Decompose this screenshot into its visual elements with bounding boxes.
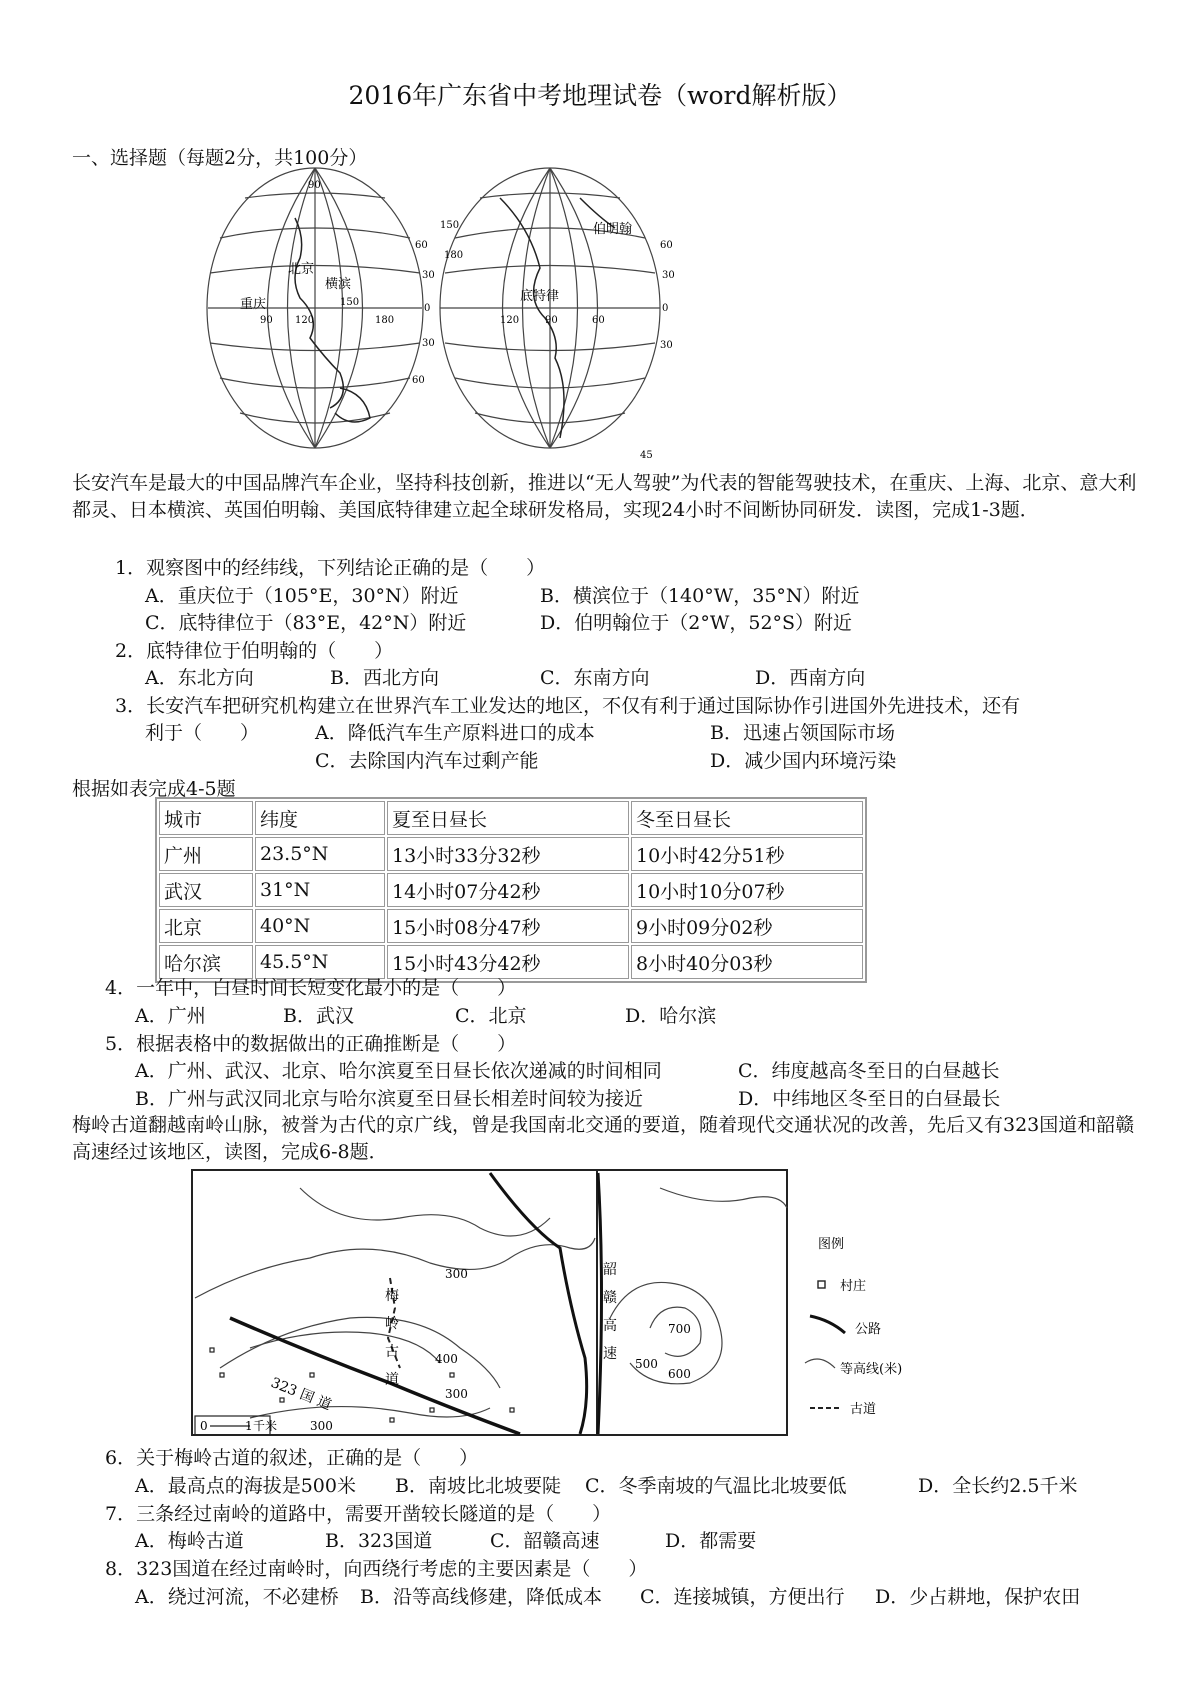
q1-option-a: A．重庆位于（105°E，30°N）附近	[145, 585, 459, 607]
q4-option-c: C．北京	[455, 1005, 527, 1027]
label-gaosu-3: 高	[603, 1318, 617, 1334]
table-cell: 10小时42分51秒	[631, 837, 863, 871]
legend-contour: 等高线(米)	[840, 1362, 903, 1377]
table-header-row	[159, 801, 863, 835]
table-row	[159, 909, 863, 943]
q6-option-c: C．冬季南坡的气温比北坡要低	[585, 1475, 847, 1497]
contour-label: 600	[668, 1367, 691, 1381]
left-lon-150: 150	[340, 297, 360, 308]
globe-figure	[200, 158, 675, 468]
day-length-table	[155, 797, 867, 983]
scale-zero: 0	[200, 1419, 208, 1433]
left-lat-0: 0	[424, 303, 431, 314]
table-cell: 8小时40分03秒	[631, 945, 863, 979]
q7-option-b: B．323国道	[325, 1530, 433, 1552]
q2-option-a: A．东北方向	[145, 667, 254, 689]
intro-passage-1: 长安汽车是最大的中国品牌汽车企业，坚持科技创新，推进以“无人驾驶”为代表的智能驾驶技术，在重庆、上海、北京、意大利都灵、日本横滨、英国伯明翰、美国底特律建立起全球研发格局，实现24小时不间断协同研发．读图，完成1-3题．	[72, 472, 1137, 521]
left-lon-180: 180	[375, 315, 395, 326]
contour-label: 300	[310, 1419, 333, 1433]
q3-stem: 3．长安汽车把研究机构建立在世界汽车工业发达的地区，不仅有利于通过国际协作引进国外先进技术，还有	[115, 695, 1021, 717]
q4-option-d: D．哈尔滨	[625, 1005, 717, 1027]
q2-option-c: C．东南方向	[540, 667, 650, 689]
village-markers	[210, 1348, 514, 1422]
q6-option-d: D．全长约2.5千米	[918, 1475, 1078, 1497]
label-detroit: 底特律	[520, 289, 560, 304]
q5-option-b: B．广州与武汉同北京与哈尔滨夏至日昼长相差时间较为接近	[135, 1088, 643, 1110]
table-intro: 根据如表完成4-5题	[72, 778, 236, 800]
table-cell: 武汉	[159, 873, 253, 907]
q7-stem: 7．三条经过南岭的道路中，需要开凿较长隧道的是（ ）	[105, 1503, 612, 1525]
meiling-map	[190, 1168, 930, 1438]
q5-option-c: C．纬度越高冬至日的白昼越长	[738, 1060, 1000, 1082]
contour-label: 300	[445, 1387, 468, 1401]
left-lon-120: 120	[295, 315, 315, 326]
table-header: 冬至日昼长	[631, 801, 863, 835]
table-header: 纬度	[255, 801, 385, 835]
contour-label: 300	[445, 1267, 468, 1281]
table-cell: 10小时10分07秒	[631, 873, 863, 907]
label-meiling-3: 古	[385, 1344, 399, 1360]
q1-stem: 1．观察图中的经纬线，下列结论正确的是（ ）	[115, 557, 546, 579]
table-cell: 13小时33分32秒	[387, 837, 629, 871]
right-lon-150: 150	[440, 220, 460, 231]
table-row	[159, 873, 863, 907]
table-cell: 23.5°N	[255, 837, 385, 871]
table-cell: 哈尔滨	[159, 945, 253, 979]
expressway	[598, 1173, 602, 1434]
right-lat-0: 0	[662, 303, 669, 314]
q1-option-b: B．横滨位于（140°W，35°N）附近	[540, 585, 860, 607]
q8-option-d: D．少占耕地，保护农田	[875, 1586, 1081, 1608]
contour-label: 500	[635, 1357, 658, 1371]
right-lat-30: 30	[662, 270, 675, 281]
q6-option-b: B．南坡比北坡要陡	[395, 1475, 561, 1497]
legend-village: 村庄	[840, 1279, 867, 1294]
table-header: 夏至日昼长	[387, 801, 629, 835]
q2-stem: 2．底特律位于伯明翰的（ ）	[115, 640, 394, 662]
label-meiling-1: 梅	[385, 1288, 399, 1304]
q5-option-a: A．广州、武汉、北京、哈尔滨夏至日昼长依次递减的时间相同	[135, 1060, 662, 1082]
contour-label: 400	[435, 1352, 458, 1366]
table-cell: 14小时07分42秒	[387, 873, 629, 907]
right-lon-90: 90	[545, 315, 558, 326]
legend-title: 图例	[818, 1237, 845, 1252]
scale-unit: 千米	[253, 1419, 278, 1433]
right-globe	[440, 168, 660, 448]
q4-option-a: A．广州	[135, 1005, 206, 1027]
label-gaosu-1: 韶	[603, 1262, 617, 1278]
q6-stem: 6．关于梅岭古道的叙述，正确的是（ ）	[105, 1447, 479, 1469]
table-cell: 31°N	[255, 873, 385, 907]
left-lon-90: 90	[260, 315, 273, 326]
left-lat-30s: 30	[422, 338, 435, 349]
right-lon-60: 60	[592, 315, 605, 326]
legend-road: 公路	[855, 1322, 882, 1337]
right-lat-60: 60	[660, 240, 673, 251]
label-birmingham: 伯明翰	[593, 222, 633, 237]
label-chongqing: 重庆	[240, 297, 267, 312]
q4-stem: 4．一年中，白昼时间长短变化最小的是（ ）	[105, 977, 517, 999]
label-beijing: 北京	[288, 262, 315, 277]
village-icon	[818, 1281, 825, 1288]
label-meiling-2: 岭	[385, 1316, 399, 1332]
table-cell: 9小时09分02秒	[631, 909, 863, 943]
contour-label: 700	[668, 1322, 691, 1336]
label-yokohama: 横滨	[325, 277, 352, 292]
scale-one: 1	[245, 1419, 253, 1433]
q6-option-a: A．最高点的海拔是500米	[135, 1475, 356, 1497]
q8-stem: 8．323国道在经过南岭时，向西绕行考虑的主要因素是（ ）	[105, 1558, 648, 1580]
table-cell: 15小时43分42秒	[387, 945, 629, 979]
page-title: 2016年广东省中考地理试卷（word解析版）	[348, 81, 852, 110]
q7-option-d: D．都需要	[665, 1530, 757, 1552]
table-header: 城市	[159, 801, 253, 835]
legend-old-road: 古道	[850, 1402, 877, 1417]
label-guodao: 323 国 道	[268, 1374, 334, 1414]
table-cell: 40°N	[255, 909, 385, 943]
q1-option-c: C．底特律位于（83°E，42°N）附近	[145, 612, 467, 634]
q3-option-b: B．迅速占领国际市场	[710, 722, 895, 744]
right-lon-180: 180	[444, 250, 464, 261]
q5-stem: 5．根据表格中的数据做出的正确推断是（ ）	[105, 1033, 517, 1055]
q3-option-d: D．减少国内环境污染	[710, 750, 897, 772]
right-lon-120: 120	[500, 315, 520, 326]
q3-stem-cont: 利于（ ）	[145, 722, 260, 744]
q8-option-b: B．沿等高线修建，降低成本	[360, 1586, 602, 1608]
label-meiling-4: 道	[385, 1372, 399, 1388]
label-gaosu-4: 速	[603, 1346, 617, 1362]
q3-option-c: C．去除国内汽车过剩产能	[315, 750, 539, 772]
q8-option-a: A．绕过河流，不必建桥	[135, 1586, 339, 1608]
left-lat-60: 60	[415, 240, 428, 251]
table-cell: 15小时08分47秒	[387, 909, 629, 943]
left-lat-60s: 60	[412, 375, 425, 386]
q3-option-a: A．降低汽车生产原料进口的成本	[315, 722, 595, 744]
q5-option-d: D．中纬地区冬至日的白昼最长	[738, 1088, 1001, 1110]
right-lat-30s: 30	[660, 340, 673, 351]
road-323	[490, 1173, 587, 1434]
table-cell: 45.5°N	[255, 945, 385, 979]
q4-option-b: B．武汉	[283, 1005, 354, 1027]
q8-option-c: C．连接城镇，方便出行	[640, 1586, 845, 1608]
intro-passage-2: 梅岭古道翻越南岭山脉，被誉为古代的京广线，曾是我国南北交通的要道，随着现代交通状况的改善，先后又有323国道和韶赣高速经过该地区，读图，完成6-8题．	[72, 1114, 1135, 1163]
right-lat-45: 45	[640, 450, 653, 461]
contour-icon	[805, 1359, 835, 1368]
q2-option-b: B．西北方向	[330, 667, 439, 689]
q7-option-a: A．梅岭古道	[135, 1530, 244, 1552]
label-gaosu-2: 赣	[603, 1290, 617, 1306]
table-cell: 北京	[159, 909, 253, 943]
table-row	[159, 837, 863, 871]
section-heading: 一、选择题（每题2分，共100分）	[72, 147, 368, 169]
left-lat-30: 30	[422, 270, 435, 281]
road-icon	[810, 1316, 845, 1333]
q2-option-d: D．西南方向	[755, 667, 866, 689]
table-cell: 广州	[159, 837, 253, 871]
left-lat-90: 90	[308, 180, 321, 191]
q7-option-c: C．韶赣高速	[490, 1530, 600, 1552]
q1-option-d: D．伯明翰位于（2°W，52°S）附近	[540, 612, 853, 634]
